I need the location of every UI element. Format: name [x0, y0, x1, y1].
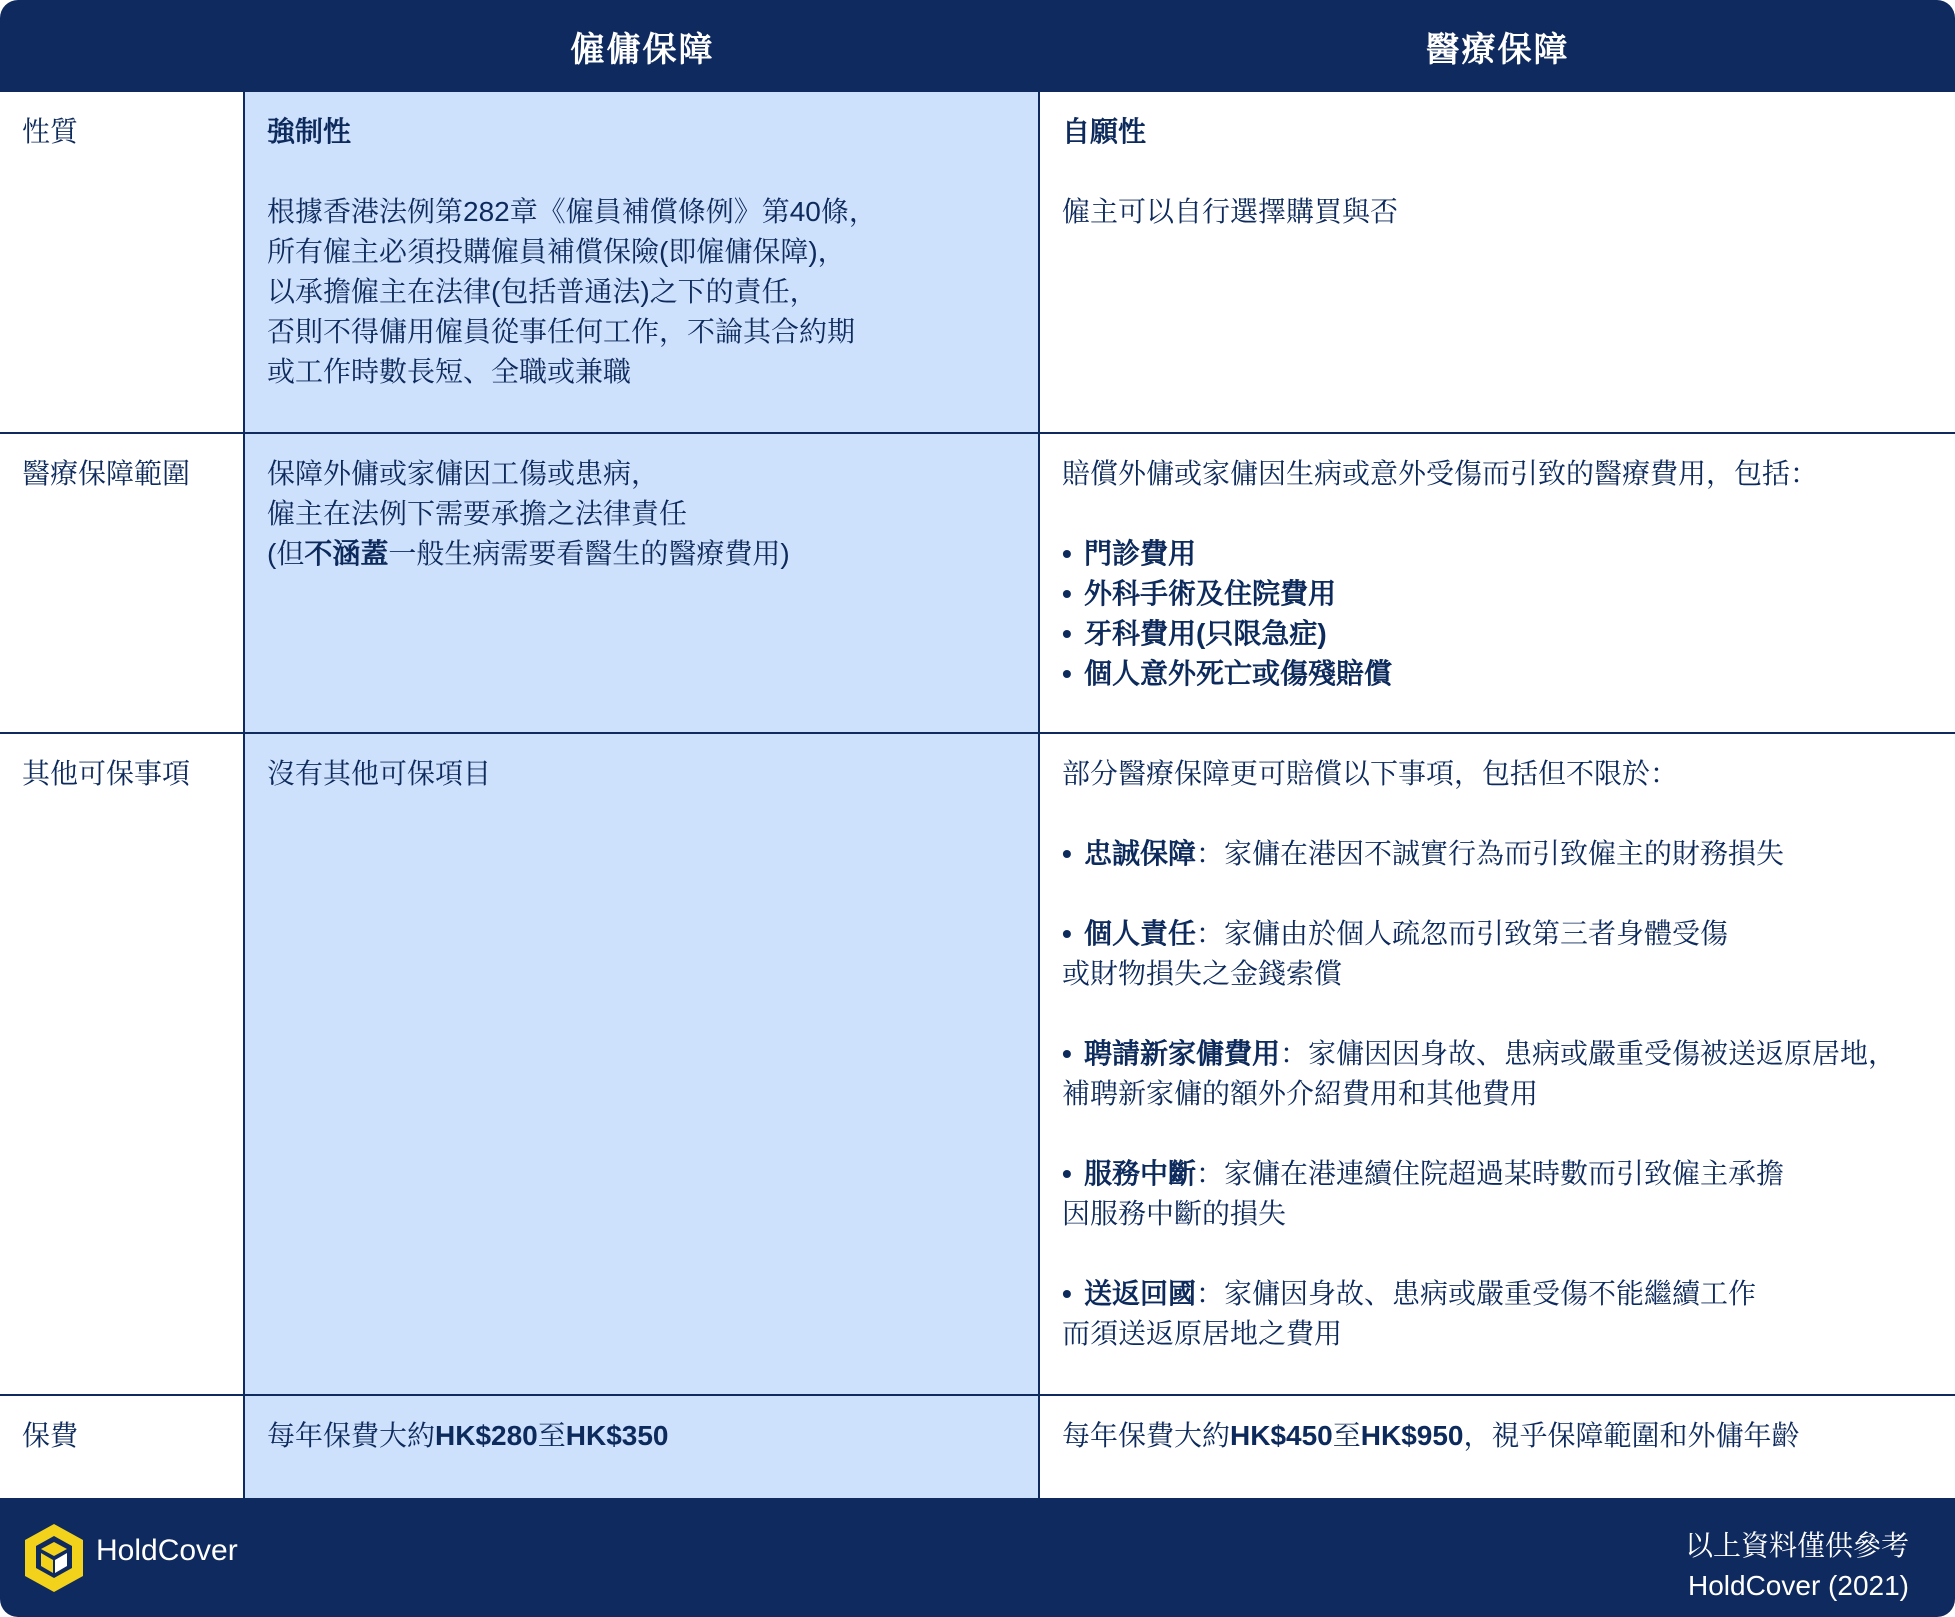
bullet-icon: • — [1062, 1038, 1072, 1069]
list-item-text: 個人意外死亡或傷殘賠償 — [1084, 658, 1393, 689]
header-employment-protection: 僱傭保障 — [570, 30, 715, 69]
list-item — [1062, 1154, 1931, 1194]
price-max: HK$350 — [565, 1420, 669, 1451]
list-item-continuation: 因服務中斷的損失 — [1062, 1198, 1287, 1229]
cell-text-line: 僱主在法例下需要承擔之法律責任 — [267, 498, 688, 529]
list-item — [1062, 654, 1931, 694]
row-label-nature — [0, 92, 245, 432]
cell-text-line: 否則不得傭用僱員從事任何工作，不論其合約期 — [267, 316, 856, 347]
row-label-coverage — [0, 434, 245, 732]
table-row-nature — [0, 92, 1955, 434]
list-item-continuation: 而須送返原居地之費用 — [1062, 1318, 1343, 1349]
cell-text-line — [1062, 1416, 1931, 1456]
disclaimer-text: 以上資料僅供參考 — [1684, 1530, 1909, 1561]
list-item-title: 忠誠保障 — [1084, 838, 1197, 869]
cell-title: 強制性 — [267, 116, 352, 147]
table-footer — [0, 1498, 1955, 1617]
cell-employment-other — [245, 734, 1040, 1394]
cell-medical-nature — [1040, 92, 1955, 432]
list-item-text: 外科手術及住院費用 — [1084, 578, 1337, 609]
source-text: HoldCover (2021) — [1688, 1570, 1909, 1601]
cell-text-line: 所有僱主必須投購僱員補償保險(即僱傭保障)， — [267, 236, 846, 267]
list-item-text: 牙科費用(只限急症) — [1084, 618, 1327, 649]
list-item — [1062, 1274, 1931, 1314]
text-fragment: ，視乎保障範圍和外傭年齡 — [1463, 1420, 1800, 1451]
row-label-text: 醫療保障範圍 — [22, 458, 191, 489]
emphasis-text: 不涵蓋 — [304, 538, 389, 569]
cell-text-line: 保障外傭或家傭因工傷或患病， — [267, 458, 660, 489]
list-item-text: ：家傭由於個人疏忽而引致第三者身體受傷 — [1196, 918, 1729, 949]
cell-text-line — [267, 534, 1014, 574]
text-fragment: 每年保費大約 — [1062, 1420, 1231, 1451]
list-item — [1062, 914, 1931, 954]
list-item-text: 門診費用 — [1084, 538, 1197, 569]
cell-medical-premium — [1040, 1396, 1955, 1498]
list-item-title: 服務中斷 — [1084, 1158, 1197, 1189]
footer-note — [1685, 1526, 1909, 1606]
holdcover-logo-icon — [22, 1522, 86, 1594]
text-fragment: 一般生病需要看醫生的醫療費用) — [388, 538, 790, 569]
cell-medical-other — [1040, 734, 1955, 1394]
list-item — [1062, 534, 1931, 574]
text-fragment: (但 — [267, 538, 305, 569]
text-fragment: 每年保費大約 — [267, 1420, 436, 1451]
row-label-text: 保費 — [22, 1420, 79, 1451]
row-label-text: 其他可保事項 — [22, 758, 191, 789]
list-item-title: 送返回國 — [1084, 1278, 1197, 1309]
row-label-premium — [0, 1396, 245, 1498]
list-item — [1062, 614, 1931, 654]
bullet-icon: • — [1062, 538, 1072, 569]
bullet-icon: • — [1062, 658, 1072, 689]
table-row-coverage — [0, 434, 1955, 734]
list-item — [1062, 834, 1931, 874]
list-item-text: ：家傭因因身故、患病或嚴重受傷被送返原居地， — [1280, 1038, 1897, 1069]
bullet-icon: • — [1062, 618, 1072, 649]
bullet-icon: • — [1062, 1158, 1072, 1189]
cell-text-line: 僱主可以自行選擇購買與否 — [1062, 196, 1399, 227]
cell-title: 自願性 — [1062, 116, 1147, 147]
cell-text-line: 或工作時數長短、全職或兼職 — [267, 356, 632, 387]
bullet-icon: • — [1062, 918, 1072, 949]
cell-text-line: 以承擔僱主在法律(包括普通法)之下的責任， — [267, 276, 818, 307]
text-fragment: 至 — [537, 1420, 566, 1451]
list-item-text: ：家傭在港連續住院超過某時數而引致僱主承擔 — [1196, 1158, 1785, 1189]
cell-employment-coverage — [245, 434, 1040, 732]
table-row-other — [0, 734, 1955, 1396]
bullet-icon: • — [1062, 578, 1072, 609]
list-item-continuation: 或財物損失之金錢索償 — [1062, 958, 1343, 989]
table-row-premium — [0, 1396, 1955, 1498]
cell-text-line: 部分醫療保障更可賠償以下事項，包括但不限於： — [1062, 758, 1679, 789]
cell-employment-premium — [245, 1396, 1040, 1498]
cell-employment-nature — [245, 92, 1040, 432]
price-min: HK$280 — [435, 1420, 538, 1451]
table-body — [0, 92, 1955, 1498]
list-item-title: 聘請新家傭費用 — [1084, 1038, 1281, 1069]
cell-text-line — [267, 1416, 1014, 1456]
cell-text-line: 賠償外傭或家傭因生病或意外受傷而引致的醫療費用，包括： — [1062, 458, 1819, 489]
list-item-text: ：家傭在港因不誠實行為而引致僱主的財務損失 — [1196, 838, 1785, 869]
row-label-other — [0, 734, 245, 1394]
bullet-icon: • — [1062, 1278, 1072, 1309]
list-item-text: ：家傭因身故、患病或嚴重受傷不能繼續工作 — [1196, 1278, 1757, 1309]
list-item-continuation: 補聘新家傭的額外介紹費用和其他費用 — [1062, 1078, 1539, 1109]
header-medical-protection: 醫療保障 — [1425, 30, 1570, 69]
list-item — [1062, 1034, 1931, 1074]
cell-text-line: 根據香港法例第282章《僱員補償條例》第40條， — [267, 196, 877, 227]
cell-medical-coverage — [1040, 434, 1955, 732]
text-fragment: 至 — [1332, 1420, 1361, 1451]
table-header — [0, 0, 1955, 92]
row-label-text: 性質 — [22, 116, 79, 147]
list-item-title: 個人責任 — [1084, 918, 1197, 949]
list-item — [1062, 574, 1931, 614]
brand-name: HoldCover — [96, 1534, 238, 1567]
cell-text-line: 沒有其他可保項目 — [267, 758, 492, 789]
bullet-icon: • — [1062, 838, 1072, 869]
price-min: HK$450 — [1230, 1420, 1333, 1451]
price-max: HK$950 — [1360, 1420, 1464, 1451]
